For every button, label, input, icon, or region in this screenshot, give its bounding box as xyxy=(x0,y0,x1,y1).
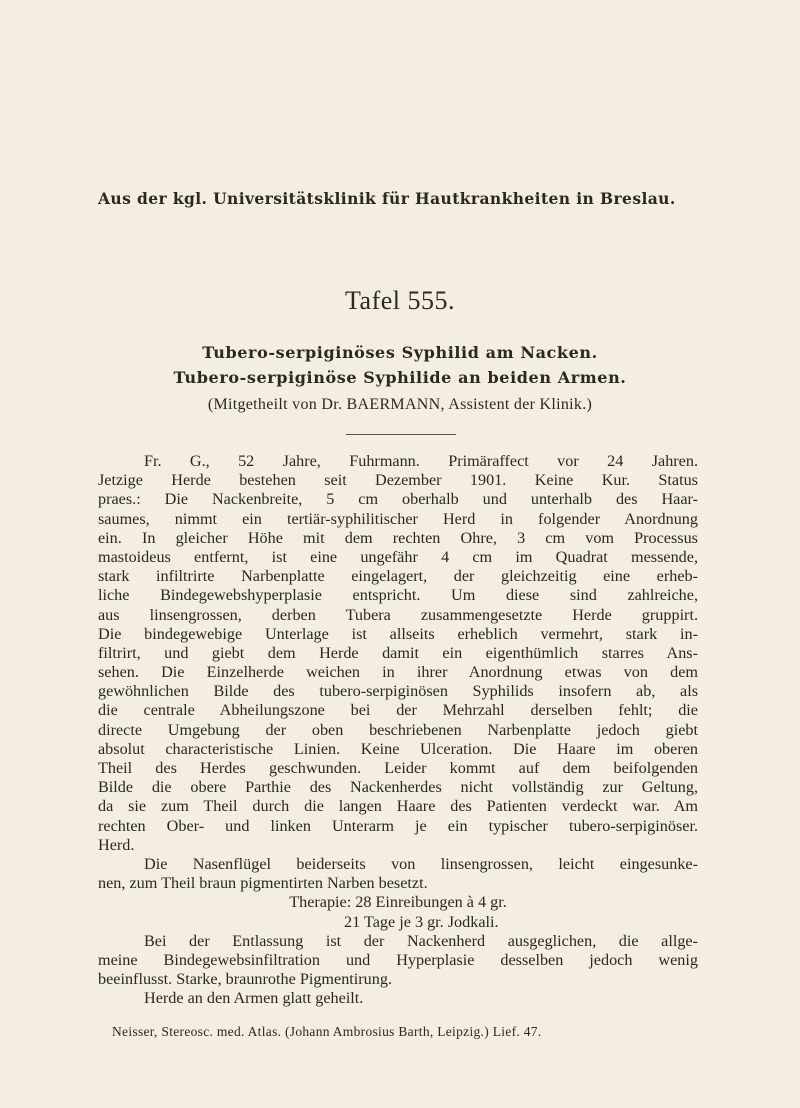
communicated-by: (Mitgetheilt von Dr. BAERMANN, Assistent der Klinik.) xyxy=(207,396,593,413)
body-line: sehen. Die Einzelherde weichen in ihrer Anordnung etwas von dem xyxy=(98,663,698,682)
body-line: Theil des Herdes geschwunden. Leider kommt auf dem beifolgenden xyxy=(98,759,698,777)
plate-label: Tafel 555. xyxy=(344,286,456,315)
body-line: beeinflusst. Starke, braunrothe Pigmentirung. xyxy=(98,970,393,989)
title-line-1: Tubero-serpiginöses Syphilid am Nacken. xyxy=(202,343,598,362)
title-line-2: Tubero-serpiginöse Syphilide an beiden Armen. xyxy=(173,368,627,387)
body-line: da sie zum Theil durch die langen Haare des Patienten verdeckt war. Am xyxy=(98,797,698,816)
body-line: praes.: Die Nackenbreite, 5 cm oberhalb und unterhalb des Haar- xyxy=(98,490,698,509)
body-line: ein. In gleicher Höhe mit dem rechten Ohre, 3 cm vom Processus xyxy=(98,528,698,547)
body-line: Die Nasenflügel beiderseits von linsengrossen, leicht eingesunke- xyxy=(144,854,698,873)
body-line: saumes, nimmt ein tertiär-syphilitischer Herd in folgender Anordnung xyxy=(98,509,698,528)
publication-footer: Neisser, Stereosc. med. Atlas. (Johann Ambrosius Barth, Leipzig.) Lief. 47. xyxy=(112,1024,542,1039)
body-line: Herd. xyxy=(98,835,135,854)
body-line: rechten Ober- und linken Unterarm je ein typischer tubero-serpiginöser. xyxy=(98,816,698,835)
case-report-body xyxy=(98,452,698,1008)
body-line: aus linsengrossen, derben Tubera zusammengesetzte Herde gruppirt. xyxy=(98,605,698,624)
body-line: mastoideus entfernt, ist eine ungefähr 4 cm im Quadrat messende, xyxy=(98,547,698,566)
body-line: Die bindegewebige Unterlage ist allseits erheblich vermehrt, stark in- xyxy=(98,624,698,643)
body-line: Bilde die obere Parthie des Nackenherdes nicht vollständig zur Geltung, xyxy=(98,778,698,797)
institution-header: Aus der kgl. Universitätsklinik für Hautkrankheiten in Breslau. xyxy=(98,189,676,208)
body-line: nen, zum Theil braun pigmentirten Narben besetzt. xyxy=(98,874,428,893)
body-line: Jetzige Herde bestehen seit Dezember 1901. Keine Kur. Status xyxy=(98,471,698,490)
body-line: gewöhnlichen Bilde des tubero-serpiginösen Syphilids insofern ab, als xyxy=(98,682,698,701)
therapy-line: Therapie: 28 Einreibungen à 4 gr. xyxy=(289,893,507,912)
therapy-line: 21 Tage je 3 gr. Jodkali. xyxy=(344,912,499,931)
separator-rule xyxy=(346,434,456,435)
body-line: absolut characteristische Linien. Keine Ulceration. Die Haare im oberen xyxy=(98,739,698,758)
body-line: die centrale Abheilungszone bei der Mehrzahl derselben fehlt; die xyxy=(98,701,698,720)
body-line: Fr. G., 52 Jahre, Fuhrmann. Primäraffect vor 24 Jahren. xyxy=(144,452,698,470)
body-line: stark infiltrirte Narbenplatte eingelagert, der gleichzeitig eine erheb- xyxy=(98,567,698,586)
body-line: filtrirt, und giebt dem Herde damit ein eigenthümlich starres Ans- xyxy=(98,643,698,662)
body-line: meine Bindegewebsinfiltration und Hyperplasie desselben jedoch wenig xyxy=(98,950,698,969)
body-line: Bei der Entlassung ist der Nackenherd ausgeglichen, die allge- xyxy=(144,931,698,950)
body-line: liche Bindegewebshyperplasie entspricht. Um diese sind zahlreiche, xyxy=(98,586,698,605)
body-line: Herde an den Armen glatt geheilt. xyxy=(144,989,364,1008)
body-line: directe Umgebung der oben beschriebenen Narbenplatte jedoch giebt xyxy=(98,720,698,739)
